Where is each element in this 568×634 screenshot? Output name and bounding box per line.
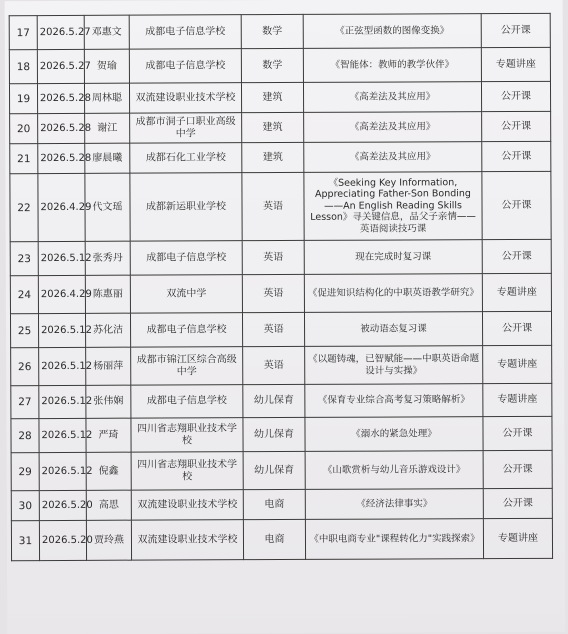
- date-cell: 2026.4.29: [38, 173, 85, 241]
- subject-cell: 数学: [241, 48, 303, 82]
- school-cell: 成都市锦江区综合高级中学: [131, 347, 243, 385]
- school-cell: 成都电子信息学校: [130, 241, 242, 275]
- date-cell: 2026.5.12: [38, 313, 85, 347]
- date-cell: 2026.5.27: [37, 49, 84, 83]
- school-cell: 成都电子信息学校: [129, 15, 241, 49]
- teacher-cell: 严琦: [86, 418, 131, 452]
- subject-cell: 幼儿保育: [243, 451, 305, 489]
- table-row: [9, 13, 550, 49]
- lesson-type-cell: 专题讲座: [483, 383, 552, 416]
- date-cell: 2026.5.12: [39, 347, 86, 385]
- school-cell: 四川省志翔职业技术学校: [131, 418, 243, 452]
- row-number: 20: [10, 114, 38, 144]
- lesson-title-cell: 《山歌赏析与幼儿音乐游戏设计》: [305, 451, 483, 490]
- school-cell: 成都电子信息学校: [129, 49, 241, 83]
- lesson-type-cell: 公开课: [482, 111, 551, 141]
- table-row: [11, 416, 552, 452]
- table-row: [10, 311, 551, 347]
- date-cell: 2026.4.29: [38, 275, 85, 313]
- subject-cell: 英语: [243, 346, 305, 384]
- teacher-cell: 代文瑶: [85, 173, 130, 241]
- row-number: 29: [11, 453, 39, 491]
- teacher-cell: 张秀丹: [85, 241, 130, 275]
- teacher-cell: 贾玲燕: [86, 520, 131, 560]
- subject-cell: 建筑: [241, 82, 303, 112]
- table-row: [11, 450, 552, 490]
- table-row: [9, 81, 550, 113]
- subject-cell: 建筑: [242, 142, 304, 172]
- subject-cell: 电商: [243, 519, 305, 559]
- date-cell: 2026.5.28: [37, 83, 84, 113]
- row-number: 28: [11, 419, 39, 453]
- teacher-cell: 杨丽萍: [86, 347, 131, 385]
- table-body: [9, 13, 552, 560]
- school-cell: 双流建设职业技术学校: [129, 83, 241, 113]
- subject-cell: 数学: [241, 14, 303, 48]
- lesson-title-cell: 《正弦型函数的图像变换》: [303, 14, 481, 49]
- table-row: [9, 47, 550, 83]
- row-number: 18: [9, 50, 37, 84]
- teacher-cell: 贺瑜: [84, 49, 129, 83]
- teacher-cell: 邓惠文: [84, 15, 129, 49]
- row-number: 19: [9, 84, 37, 114]
- table-row: [10, 273, 551, 313]
- subject-cell: 幼儿保育: [243, 384, 305, 417]
- teacher-cell: 张伟娴: [86, 385, 131, 418]
- school-cell: 成都电子信息学校: [131, 385, 243, 418]
- table-row: [10, 171, 551, 241]
- school-cell: 双流建设职业技术学校: [131, 520, 243, 560]
- row-number: 25: [10, 314, 38, 348]
- date-cell: 2026.5.12: [38, 241, 85, 275]
- teacher-cell: 高思: [86, 490, 131, 520]
- row-number: 17: [9, 16, 37, 50]
- school-cell: 成都电子信息学校: [130, 313, 242, 347]
- school-cell: 成都市洞子口职业高级中学: [130, 113, 242, 143]
- table-row: [10, 111, 551, 143]
- row-number: 30: [11, 491, 39, 521]
- lesson-title-cell: 《溺水的紧急处理》: [305, 417, 483, 452]
- subject-cell: 电商: [243, 489, 305, 519]
- table-row: [10, 239, 551, 275]
- document-page: [5, 0, 566, 634]
- teacher-cell: 周林聪: [84, 83, 129, 113]
- date-cell: 2026.5.28: [38, 143, 85, 173]
- subject-cell: 英语: [242, 274, 304, 312]
- lesson-type-cell: 公开课: [482, 311, 551, 345]
- date-cell: 2026.5.12: [39, 452, 86, 490]
- subject-cell: 英语: [242, 312, 304, 346]
- lesson-title-cell: 《促进知识结构化的中职英语教学研究》: [304, 274, 482, 313]
- lesson-type-cell: 专题讲座: [483, 518, 552, 558]
- row-number: 22: [10, 174, 38, 242]
- date-cell: 2026.5.12: [39, 418, 86, 452]
- lesson-title-cell: 《高差法及其应用》: [304, 112, 482, 143]
- teacher-cell: 倪鑫: [86, 452, 131, 490]
- lesson-type-cell: 专题讲座: [481, 47, 550, 81]
- lesson-title-cell: 被动语态复习课: [304, 312, 482, 347]
- lesson-type-cell: 公开课: [483, 488, 552, 518]
- table-row: [11, 518, 552, 560]
- table-row: [11, 488, 552, 520]
- lesson-title-cell: 《Seeking Key Information, Appreciating Father-Son Bonding ——An English Reading Skills Lesson》寻关键信息，品父子亲情——英语阅读技巧课: [304, 172, 482, 241]
- lesson-title-cell: 《经济法律事实》: [305, 489, 483, 520]
- lesson-title-cell: 《高差法及其应用》: [303, 82, 481, 113]
- row-number: 27: [11, 386, 39, 419]
- school-cell: 成都石化工业学校: [130, 143, 242, 173]
- date-cell: 2026.5.27: [37, 15, 84, 49]
- school-cell: 四川省志翔职业技术学校: [131, 452, 243, 490]
- lesson-type-cell: 公开课: [482, 171, 551, 239]
- school-cell: 双流建设职业技术学校: [131, 490, 243, 520]
- row-number: 31: [11, 521, 39, 561]
- row-number: 23: [10, 242, 38, 276]
- table-row: [11, 345, 552, 385]
- subject-cell: 建筑: [242, 112, 304, 142]
- row-number: 24: [10, 276, 38, 314]
- lesson-type-cell: 公开课: [483, 450, 552, 488]
- school-cell: 成都新运职业学校: [130, 173, 242, 241]
- teacher-cell: 廖晨曦: [85, 143, 130, 173]
- teacher-cell: 陈惠丽: [85, 275, 130, 313]
- teacher-cell: 谢江: [85, 113, 130, 143]
- subject-cell: 英语: [242, 172, 304, 240]
- lesson-type-cell: 公开课: [481, 81, 550, 111]
- lesson-type-cell: 专题讲座: [482, 273, 551, 311]
- row-number: 26: [11, 348, 39, 386]
- subject-cell: 英语: [242, 240, 304, 274]
- date-cell: 2026.5.12: [39, 385, 86, 418]
- school-cell: 双流中学: [130, 275, 242, 313]
- schedule-table: [9, 13, 553, 561]
- teacher-cell: 苏化洁: [85, 313, 130, 347]
- date-cell: 2026.5.20: [39, 490, 86, 520]
- table-row: [11, 383, 552, 418]
- subject-cell: 幼儿保育: [243, 417, 305, 451]
- lesson-type-cell: 专题讲座: [483, 345, 552, 383]
- lesson-type-cell: 公开课: [482, 141, 551, 171]
- lesson-type-cell: 公开课: [483, 416, 552, 450]
- table-row: [10, 141, 551, 173]
- lesson-title-cell: 现在完成时复习课: [304, 240, 482, 275]
- lesson-type-cell: 公开课: [481, 13, 550, 47]
- date-cell: 2026.5.20: [39, 520, 86, 560]
- lesson-title-cell: 《高差法及其应用》: [304, 142, 482, 173]
- lesson-title-cell: 《保育专业综合高考复习策略解析》: [305, 384, 483, 418]
- date-cell: 2026.5.28: [38, 113, 85, 143]
- lesson-title-cell: 《中职电商专业"课程转化力"实践探索》: [305, 519, 483, 560]
- row-number: 21: [10, 144, 38, 174]
- lesson-title-cell: 《智能体：教师的教学伙伴》: [303, 48, 481, 83]
- lesson-type-cell: 公开课: [482, 239, 551, 273]
- lesson-title-cell: 《以题铸魂，已智赋能——中职英语命题设计与实操》: [305, 346, 483, 385]
